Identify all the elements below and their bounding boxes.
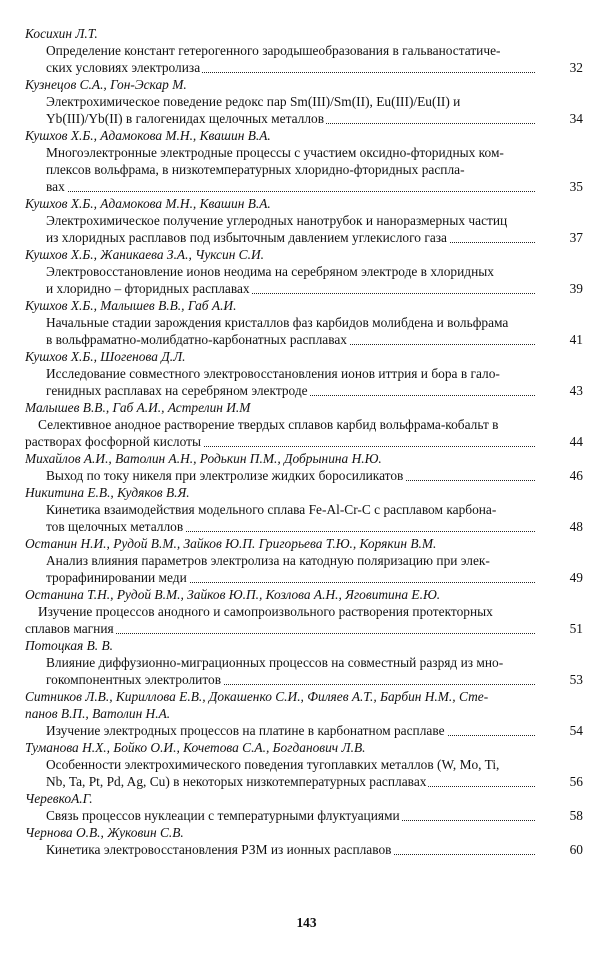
toc-entry-title-line: генидных расплавах на серебряном электроде (46, 383, 308, 398)
toc-entry-title (25, 416, 559, 450)
toc-entry-authors: Никитина Е.В., Кудяков В.Я. (25, 485, 190, 500)
toc-entry-page-number: 43 (569, 383, 583, 398)
toc-entry-title-line: Исследование совместного электровосстановления ионов иттрия и бора в гало- (46, 366, 500, 381)
toc-entry-title-line: сплавов магния (25, 621, 114, 636)
toc-entry-page-number: 56 (569, 774, 583, 789)
toc-entry-title (25, 42, 559, 76)
toc-entry-title-line: Селективное анодное растворение твердых сплавов карбид вольфрама-кобальт в (38, 417, 499, 432)
toc-entry-authors: Останина Т.Н., Рудой В.М., Зайков Ю.П., Козлова А.Н., Яговитина Е.Ю. (25, 587, 441, 602)
toc-entry (25, 348, 583, 399)
toc-entry-body (25, 416, 583, 450)
toc-entry-page-number: 32 (569, 60, 583, 75)
toc-entry-title-line: Кинетика электровосстановления РЗМ из ионных расплавов (46, 842, 392, 857)
toc-entry-authors: Малышев В.В., Габ А.И., Астрелин И.М (25, 400, 251, 415)
toc-entry-authors: Михайлов А.И., Ватолин А.Н., Родькин П.М., Добрынина Н.Ю. (25, 451, 382, 466)
toc-entry-page-number: 34 (569, 111, 583, 126)
toc-entry-title (25, 501, 559, 535)
toc-entry-authors: Косихин Л.Т. (25, 26, 98, 41)
toc-entry-body (25, 212, 583, 246)
toc-entry-page-number: 51 (569, 621, 583, 636)
toc-entry-title-line: Влияние диффузионно-миграционных процессов на совместный разряд из мно- (46, 655, 504, 670)
toc-entry-body (25, 263, 583, 297)
toc-entry-title-line: Nb, Ta, Pt, Pd, Ag, Cu) в некоторых низкотемпературных расплавах (46, 774, 427, 789)
toc-entry-title-line: Электровосстановление ионов неодима на серебряном электроде в хлоридных (46, 264, 494, 279)
table-of-contents (25, 25, 583, 858)
toc-entry-page-number: 54 (569, 723, 583, 738)
toc-entry (25, 688, 583, 739)
toc-entry-body (25, 841, 583, 858)
toc-entry-body (25, 501, 583, 535)
toc-entry-authors: Кузнецов С.А., Гон-Эскар М. (25, 77, 187, 92)
toc-entry (25, 535, 583, 586)
toc-entry-title-line: Кинетика взаимодействия модельного сплава Fe-Al-Cr-C с расплавом карбона- (46, 502, 497, 517)
toc-entry-title-line: Анализ влияния параметров электролиза на катодную поляризацию при элек- (46, 553, 490, 568)
toc-entry-authors: Потоцкая В. В. (25, 638, 114, 653)
toc-entry-title-line: тов щелочных металлов (46, 519, 184, 534)
toc-entry-page-number: 49 (569, 570, 583, 585)
toc-entry-body (25, 722, 583, 739)
toc-entry-title (25, 365, 559, 399)
toc-entry-body (25, 144, 583, 195)
toc-entry-title-line: Начальные стадии зарождения кристаллов фаз карбидов молибдена и вольфрама (46, 315, 509, 330)
toc-entry-title (25, 603, 559, 637)
toc-entry-title-line: Особенности электрохимического поведения тугоплавких металлов (W, Mo, Ti, (46, 757, 500, 772)
toc-entry-page-number: 58 (569, 808, 583, 823)
toc-entry (25, 25, 583, 76)
page-number: 143 (296, 915, 317, 930)
toc-entry-body (25, 314, 583, 348)
toc-entry-authors: Чернова О.В., Жуковин С.В. (25, 825, 184, 840)
toc-entry (25, 399, 583, 450)
toc-entry-title-line: Изучение процессов анодного и самопроизвольного растворения протекторных (38, 604, 493, 619)
toc-entry-title-line: Электрохимическое получение углеродных нанотрубок и наноразмерных частиц (46, 213, 508, 228)
toc-entry-authors: Ситников Л.В., Кириллова Е.В., Докашенко С.И., Филяев А.Т., Барбин Н.М., Сте- (25, 689, 489, 704)
toc-entry-body (25, 93, 583, 127)
toc-entry-title-line: растворах фосфорной кислоты (25, 434, 201, 449)
toc-entry-page-number: 39 (569, 281, 583, 296)
toc-entry-title (25, 756, 559, 790)
toc-entry-page-number: 41 (569, 332, 583, 347)
toc-entry-title-line: Электрохимическое поведение редокс пар Sm(III)/Sm(II), Eu(III)/Eu(II) и (46, 94, 461, 109)
toc-entry-title (25, 552, 559, 586)
toc-entry-authors: Кушхов Х.Б., Адамокова М.Н., Квашин В.А. (25, 128, 271, 143)
toc-entry-page-number: 44 (569, 434, 583, 449)
toc-entry-page-number: 60 (569, 842, 583, 857)
toc-entry-title-line: плексов вольфрама, в низкотемпературных хлоридно-фторидных распла- (46, 162, 465, 177)
toc-entry-authors: Кушхов Х.Б., Жаникаева З.А., Чуксин С.И. (25, 247, 264, 262)
toc-entry-title (25, 841, 559, 858)
toc-entry-page-number: 46 (569, 468, 583, 483)
toc-entry (25, 246, 583, 297)
toc-entry-title-line: и хлоридно – фторидных расплавах (46, 281, 250, 296)
toc-entry-title (25, 467, 559, 484)
toc-entry-title-line: вах (46, 179, 65, 194)
toc-entry-title-line: Многоэлектронные электродные процессы с участием оксидно-фторидных ком- (46, 145, 504, 160)
toc-entry-title-line: Yb(III)/Yb(II) в галогенидах щелочных металлов (46, 111, 325, 126)
toc-entry-title (25, 212, 559, 246)
toc-entry-page-number: 48 (569, 519, 583, 534)
toc-entry-title (25, 144, 559, 195)
toc-entry-page-number: 53 (569, 672, 583, 687)
toc-entry-body (25, 603, 583, 637)
leader-dots (46, 191, 535, 192)
toc-entry (25, 484, 583, 535)
toc-entry-title-line: из хлоридных расплавов под избыточным давлением углекислого газа (46, 230, 447, 245)
toc-entry-title-line: гокомпонентных электролитов (46, 672, 222, 687)
toc-entry (25, 195, 583, 246)
toc-entry (25, 586, 583, 637)
toc-entry-title-line: Связь процессов нуклеации с температурными флуктуациями (46, 808, 400, 823)
toc-entry (25, 739, 583, 790)
toc-entry-body (25, 807, 583, 824)
toc-entry-title-line: в вольфраматно-молибдатно-карбонатных расплавах (46, 332, 348, 347)
toc-entry-authors: Кушхов Х.Б., Малышев В.В., Габ А.И. (25, 298, 237, 313)
toc-entry-body (25, 42, 583, 76)
toc-entry-title-line: Выход по току никеля при электролизе жидких боросиликатов (46, 468, 404, 483)
toc-entry-title-line: трорафинировании меди (46, 570, 187, 585)
toc-entry-body (25, 756, 583, 790)
toc-entry-title (25, 93, 559, 127)
toc-entry-page-number: 35 (569, 179, 583, 194)
toc-entry-title-line: ских условиях электролиза (46, 60, 201, 75)
toc-entry-title (25, 722, 559, 739)
toc-entry-title-line: Определение констант гетерогенного зародышеобразования в гальваностатиче- (46, 43, 501, 58)
toc-entry (25, 637, 583, 688)
toc-entry-body (25, 467, 583, 484)
toc-entry-body (25, 365, 583, 399)
toc-entry-title (25, 314, 559, 348)
toc-entry-authors: ЧеревкоА.Г. (25, 791, 93, 806)
toc-entry-page-number: 37 (569, 230, 583, 245)
toc-entry-authors-continued: панов В.П., Ватолин Н.А. (25, 706, 171, 721)
toc-entry-authors: Останин Н.И., Рудой В.М., Зайков Ю.П. Григорьева Т.Ю., Корякин В.М. (25, 536, 437, 551)
toc-entry (25, 76, 583, 127)
toc-entry (25, 297, 583, 348)
toc-entry (25, 824, 583, 858)
toc-entry-authors: Кушхов Х.Б., Шогенова Д.Л. (25, 349, 186, 364)
toc-entry-title-line: Изучение электродных процессов на платине в карбонатном расплаве (46, 723, 445, 738)
toc-entry (25, 790, 583, 824)
toc-entry-body (25, 552, 583, 586)
toc-entry-title (25, 654, 559, 688)
toc-entry-title (25, 263, 559, 297)
toc-entry (25, 450, 583, 484)
toc-entry-authors: Туманова Н.Х., Бойко О.И., Кочетова С.А., Богданович Л.В. (25, 740, 366, 755)
toc-entry-authors: Кушхов Х.Б., Адамокова М.Н., Квашин В.А. (25, 196, 271, 211)
toc-entry (25, 127, 583, 195)
toc-entry-body (25, 654, 583, 688)
toc-entry-title (25, 807, 559, 824)
